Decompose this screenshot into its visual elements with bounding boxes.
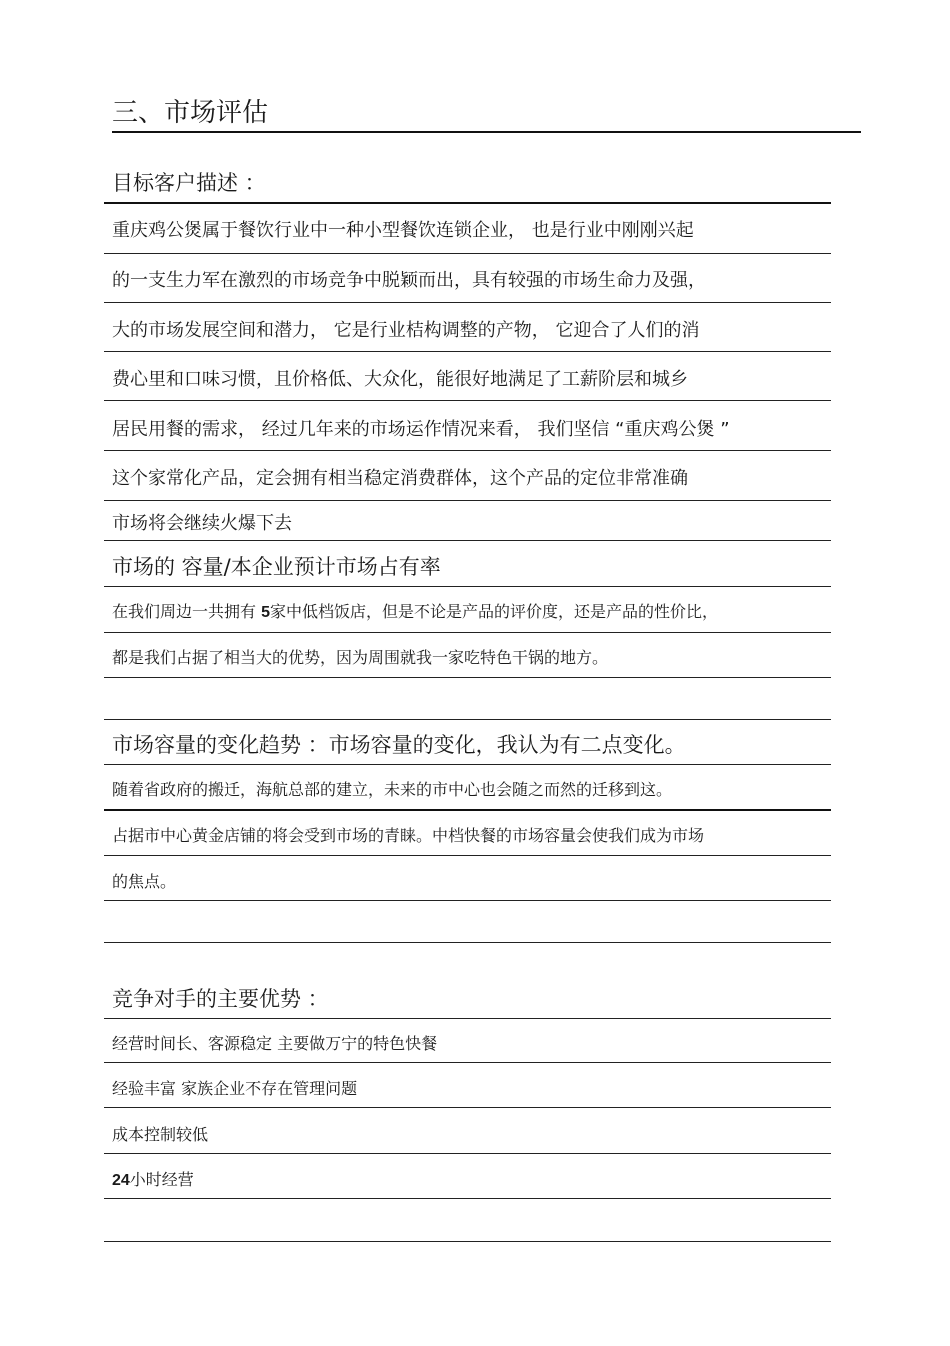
target-customers-heading: 目标客户描述 ： <box>112 171 266 195</box>
paragraph-line: 的一支生力军在激烈的市场竞争中脱颖而出，具有较强的市场生命力及强， <box>112 270 706 291</box>
divider <box>104 632 831 633</box>
divider <box>104 450 831 451</box>
paragraph-line: 居民用餐的需求， 经过几年来的市场运作情况来看， 我们坚信 “重庆鸡公煲 ” <box>112 419 730 440</box>
divider <box>104 1153 831 1154</box>
item-text: 小时经营 <box>129 1170 194 1189</box>
divider <box>104 1062 831 1063</box>
divider <box>104 202 831 204</box>
competitors-heading: 竞争对手的主要优势 ： <box>112 987 329 1011</box>
store-count: 5 <box>261 604 270 621</box>
divider <box>104 586 831 587</box>
divider <box>104 900 831 901</box>
divider <box>104 1018 831 1019</box>
divider <box>104 500 831 501</box>
divider <box>104 1198 831 1199</box>
paragraph-line: 占据市中心黄金店铺的将会受到市场的青睐。中档快餐的市场容量会使我们成为市场 <box>112 826 705 845</box>
line-text: 在我们周边一共拥有 <box>112 602 262 621</box>
paragraph-line: 费心里和口味习惯，且价格低、大众化，能很好地满足了工薪阶层和城乡 <box>112 369 688 390</box>
market-capacity-heading: 市场的 容量/本企业预计市场占有率 <box>112 555 441 579</box>
paragraph-line: 市场将会继续火爆下去 <box>112 513 292 534</box>
divider <box>104 855 831 856</box>
divider <box>104 1107 831 1108</box>
divider <box>104 719 831 720</box>
competitor-advantage-item: 经验丰富 家族企业不存在管理问题 <box>112 1079 358 1098</box>
paragraph-line: 随着省政府的搬迁，海航总部的建立，未来的市中心也会随之而然的迁移到这。 <box>112 780 673 799</box>
section-title: 三、市场评估 <box>112 98 269 128</box>
divider <box>104 764 831 765</box>
paragraph-line: 大的市场发展空间和潜力， 它是行业桔构调整的产物， 它迎合了人们的消 <box>112 320 700 341</box>
divider <box>104 540 831 541</box>
divider <box>104 809 831 811</box>
paragraph-line: 的焦点。 <box>112 872 177 891</box>
competitor-advantage-item <box>112 1167 194 1190</box>
divider <box>104 942 831 943</box>
hours-number: 24 <box>112 1172 130 1189</box>
divider <box>104 677 831 678</box>
competitor-advantage-item: 成本控制较低 <box>112 1125 209 1144</box>
capacity-trend-heading: 市场容量的变化趋势 ：市场容量的变化，我认为有二点变化。 <box>112 733 686 757</box>
divider <box>104 302 831 303</box>
competitor-advantage-item: 经营时间长、客源稳定 主要做万宁的特色快餐 <box>112 1034 438 1053</box>
paragraph-line: 这个家常化产品，定会拥有相当稳定消费群体，这个产品的定位非常准确 <box>112 468 688 489</box>
paragraph-line: 都是我们占据了相当大的优势，因为周围就我一家吃特色干锅的地方。 <box>112 648 609 667</box>
divider <box>104 351 831 352</box>
paragraph-line: 重庆鸡公煲属于餐饮行业中一种小型餐饮连锁企业， 也是行业中刚刚兴起 <box>112 220 694 241</box>
divider <box>104 400 831 401</box>
line-text: 家中低档饭店，但是不论是产品的评价度，还是产品的性价比， <box>270 602 719 621</box>
paragraph-line <box>112 599 718 622</box>
divider <box>104 253 831 254</box>
title-underline <box>112 131 861 133</box>
divider <box>104 1241 831 1242</box>
